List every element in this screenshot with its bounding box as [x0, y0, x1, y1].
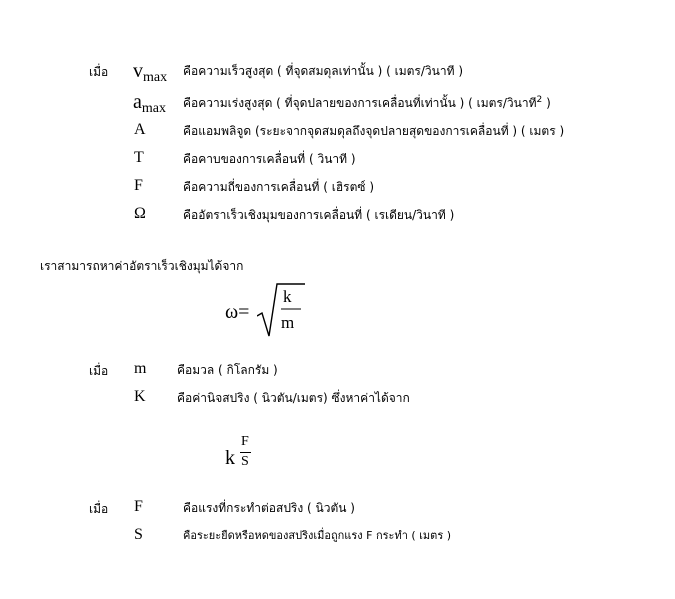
- intro-text: เราสามารถหาค่าอัตราเร็วเชิงมุมได้จาก: [40, 259, 244, 273]
- spring-formula-lhs: k: [225, 447, 235, 469]
- period-description: คือคาบของการเคลื่อนที่ ( วินาที ): [183, 152, 356, 166]
- spring-formula-denominator: S: [241, 454, 249, 469]
- when-label: เมื่อ: [89, 502, 109, 516]
- symbol-spring-constant: K: [134, 388, 146, 405]
- omega-formula-denominator: m: [281, 313, 295, 332]
- omega-formula-lhs: ω=: [225, 301, 250, 323]
- symbol-displacement: S: [134, 526, 143, 543]
- mass-description: คือมวล ( กิโลกรัม ): [177, 363, 278, 377]
- omega-formula: [225, 280, 305, 340]
- fraction-bar: [240, 452, 251, 453]
- force-description: คือแรงที่กระทำต่อสปริง ( นิวตัน ): [183, 501, 355, 515]
- amax-description: คือความเร่งสูงสุด ( ที่จุดปลายของการเคลื่อนที่เท่านั้น ) ( เมตร/วินาที$^2$ ): [183, 95, 551, 110]
- displacement-description: คือระยะยืดหรือหดของสปริงเมื่อถูกแรง F กระทำ ( เมตร ): [183, 529, 452, 542]
- symbol-amplitude: A: [134, 121, 146, 138]
- symbol-period: T: [134, 149, 144, 166]
- symbol-amax: $a_{max}$: [133, 91, 166, 116]
- vmax-description: คือความเร็วสูงสุด ( ที่จุดสมดุลเท่านั้น ) ( เมตร/วินาที ): [183, 64, 464, 78]
- spring-constant-formula: [225, 435, 265, 480]
- amplitude-description: คือแอมพลิจูด (ระยะจากจุดสมดุลถึงจุดปลายสุดของการเคลื่อนที่ ) ( เมตร ): [183, 124, 565, 138]
- symbol-omega: Ω: [134, 205, 146, 222]
- when-label: เมื่อ: [89, 65, 109, 79]
- symbol-vmax: $v_{max}$: [133, 60, 168, 85]
- symbol-frequency: F: [134, 177, 143, 194]
- spring-formula-numerator: F: [241, 434, 249, 449]
- spring-constant-description: คือค่านิจสปริง ( นิวตัน/เมตร) ซึ่งหาค่าได้จาก: [177, 391, 410, 405]
- omega-description: คืออัตราเร็วเชิงมุมของการเคลื่อนที่ ( เรเดียน/วินาที ): [183, 208, 455, 222]
- omega-formula-numerator: k: [283, 287, 292, 306]
- when-label: เมื่อ: [89, 364, 109, 378]
- frequency-description: คือความถี่ของการเคลื่อนที่ ( เฮิรตซ์ ): [183, 180, 375, 194]
- symbol-mass: m: [134, 360, 147, 377]
- symbol-force: F: [134, 498, 143, 515]
